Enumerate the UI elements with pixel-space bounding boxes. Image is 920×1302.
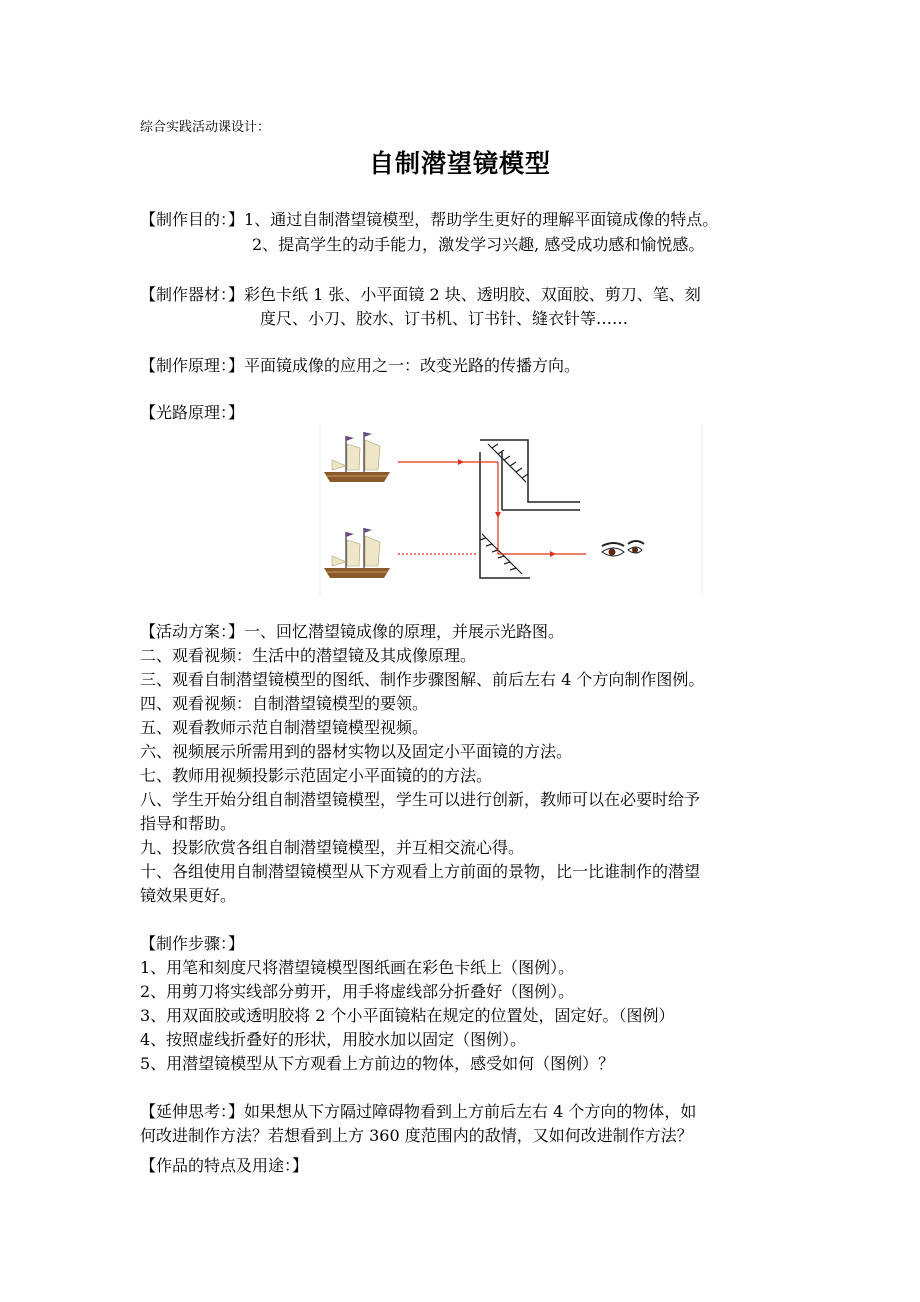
ray-arrows (458, 459, 556, 557)
activity-first: 一、回忆潜望镜成像的原理，并展示光路图。 (244, 622, 565, 641)
activity-item: 九、投影欣赏各组自制潜望镜模型，并互相交流心得。 (140, 838, 525, 857)
activity-item: 八、学生开始分组自制潜望镜模型，学生可以进行创新，教师可以在必要时给予 (140, 790, 701, 809)
materials-line-2: 度尺、小刀、胶水、订书机、订书针、缝衣针等…… (260, 309, 629, 328)
light-path-label: 【光路原理：】 (140, 403, 245, 422)
activity-item: 三、观看自制潜望镜模型的图纸、制作步骤图解、前后左右 4 个方向制作图例。 (140, 670, 705, 689)
activity-item: 二、观看视频：生活中的潜望镜及其成像原理。 (140, 646, 477, 665)
extension-label: 【延伸思考：】 (140, 1102, 245, 1121)
activity-item: 四、观看视频：自制潜望镜模型的要领。 (140, 694, 429, 713)
principle-label: 【制作原理：】 (140, 356, 245, 375)
purpose-line-2: 2、提高学生的动手能力，激发学习兴趣, 感受成功感和愉悦感。 (252, 235, 705, 254)
eye-icon (602, 541, 644, 556)
periscope-outline (480, 440, 580, 578)
activity-item: 镜效果更好。 (140, 886, 237, 905)
materials-line-1: 彩色卡纸 1 张、小平面镜 2 块、透明胶、双面胶、剪刀、笔、刻 (244, 285, 701, 304)
upper-mirror (488, 444, 528, 482)
extension-section (140, 1100, 696, 1124)
extension-line-1: 如果想从下方隔过障碍物看到上方前后左右 4 个方向的物体，如 (244, 1102, 697, 1121)
activity-item: 五、观看教师示范自制潜望镜模型视频。 (140, 718, 429, 737)
activity-item: 七、教师用视频投影示范固定小平面镜的的方法。 (140, 766, 493, 785)
step-item: 5、用潜望镜模型从下方观看上方前边的物体，感受如何（图例）？ (140, 1054, 615, 1073)
steps-label: 【制作步骤：】 (140, 934, 245, 953)
activity-item: 六、视频展示所需用到的器材实物以及固定小平面镜的方法。 (140, 742, 573, 761)
step-item: 2、用剪刀将实线部分剪开，用手将虚线部分折叠好（图例）。 (140, 982, 575, 1001)
principle-section (140, 354, 580, 378)
page-title: 自制潜望镜模型 (368, 149, 551, 178)
materials-label: 【制作器材：】 (140, 285, 245, 304)
subtitle: 综合实践活动课设计： (140, 120, 271, 135)
materials-section (140, 283, 701, 307)
principle-text: 平面镜成像的应用之一：改变光路的传播方向。 (244, 356, 581, 375)
step-item: 1、用笔和刻度尺将潜望镜模型图纸画在彩色卡纸上（图例）。 (140, 958, 575, 977)
purpose-line-1: 1、通过自制潜望镜模型，帮助学生更好的理解平面镜成像的特点。 (244, 210, 719, 229)
activity-label: 【活动方案：】 (140, 622, 245, 641)
activity-item: 十、各组使用自制潜望镜模型从下方观看上方前面的景物，比一比谁制作的潜望 (140, 862, 701, 881)
periscope-light-path-diagram (318, 422, 704, 598)
step-item: 3、用双面胶或透明胶将 2 个小平面镜粘在规定的位置处，固定好。（图例） (140, 1006, 675, 1025)
step-item: 4、按照虚线折叠好的形状，用胶水加以固定（图例）。 (140, 1030, 527, 1049)
activity-item: 指导和帮助。 (140, 814, 237, 833)
purpose-section (140, 208, 718, 232)
features-label: 【作品的特点及用途：】 (140, 1156, 309, 1175)
activity-list (140, 644, 704, 908)
extension-line-2: 何改进制作方法？若想看到上方 360 度范围内的敌情，又如何改进制作方法？ (140, 1126, 693, 1145)
purpose-label: 【制作目的：】 (140, 210, 245, 229)
lower-ship-icon (324, 528, 390, 578)
activity-section (140, 620, 564, 644)
light-ray (398, 462, 586, 554)
upper-ship-icon (324, 432, 390, 482)
steps-list (140, 956, 675, 1076)
